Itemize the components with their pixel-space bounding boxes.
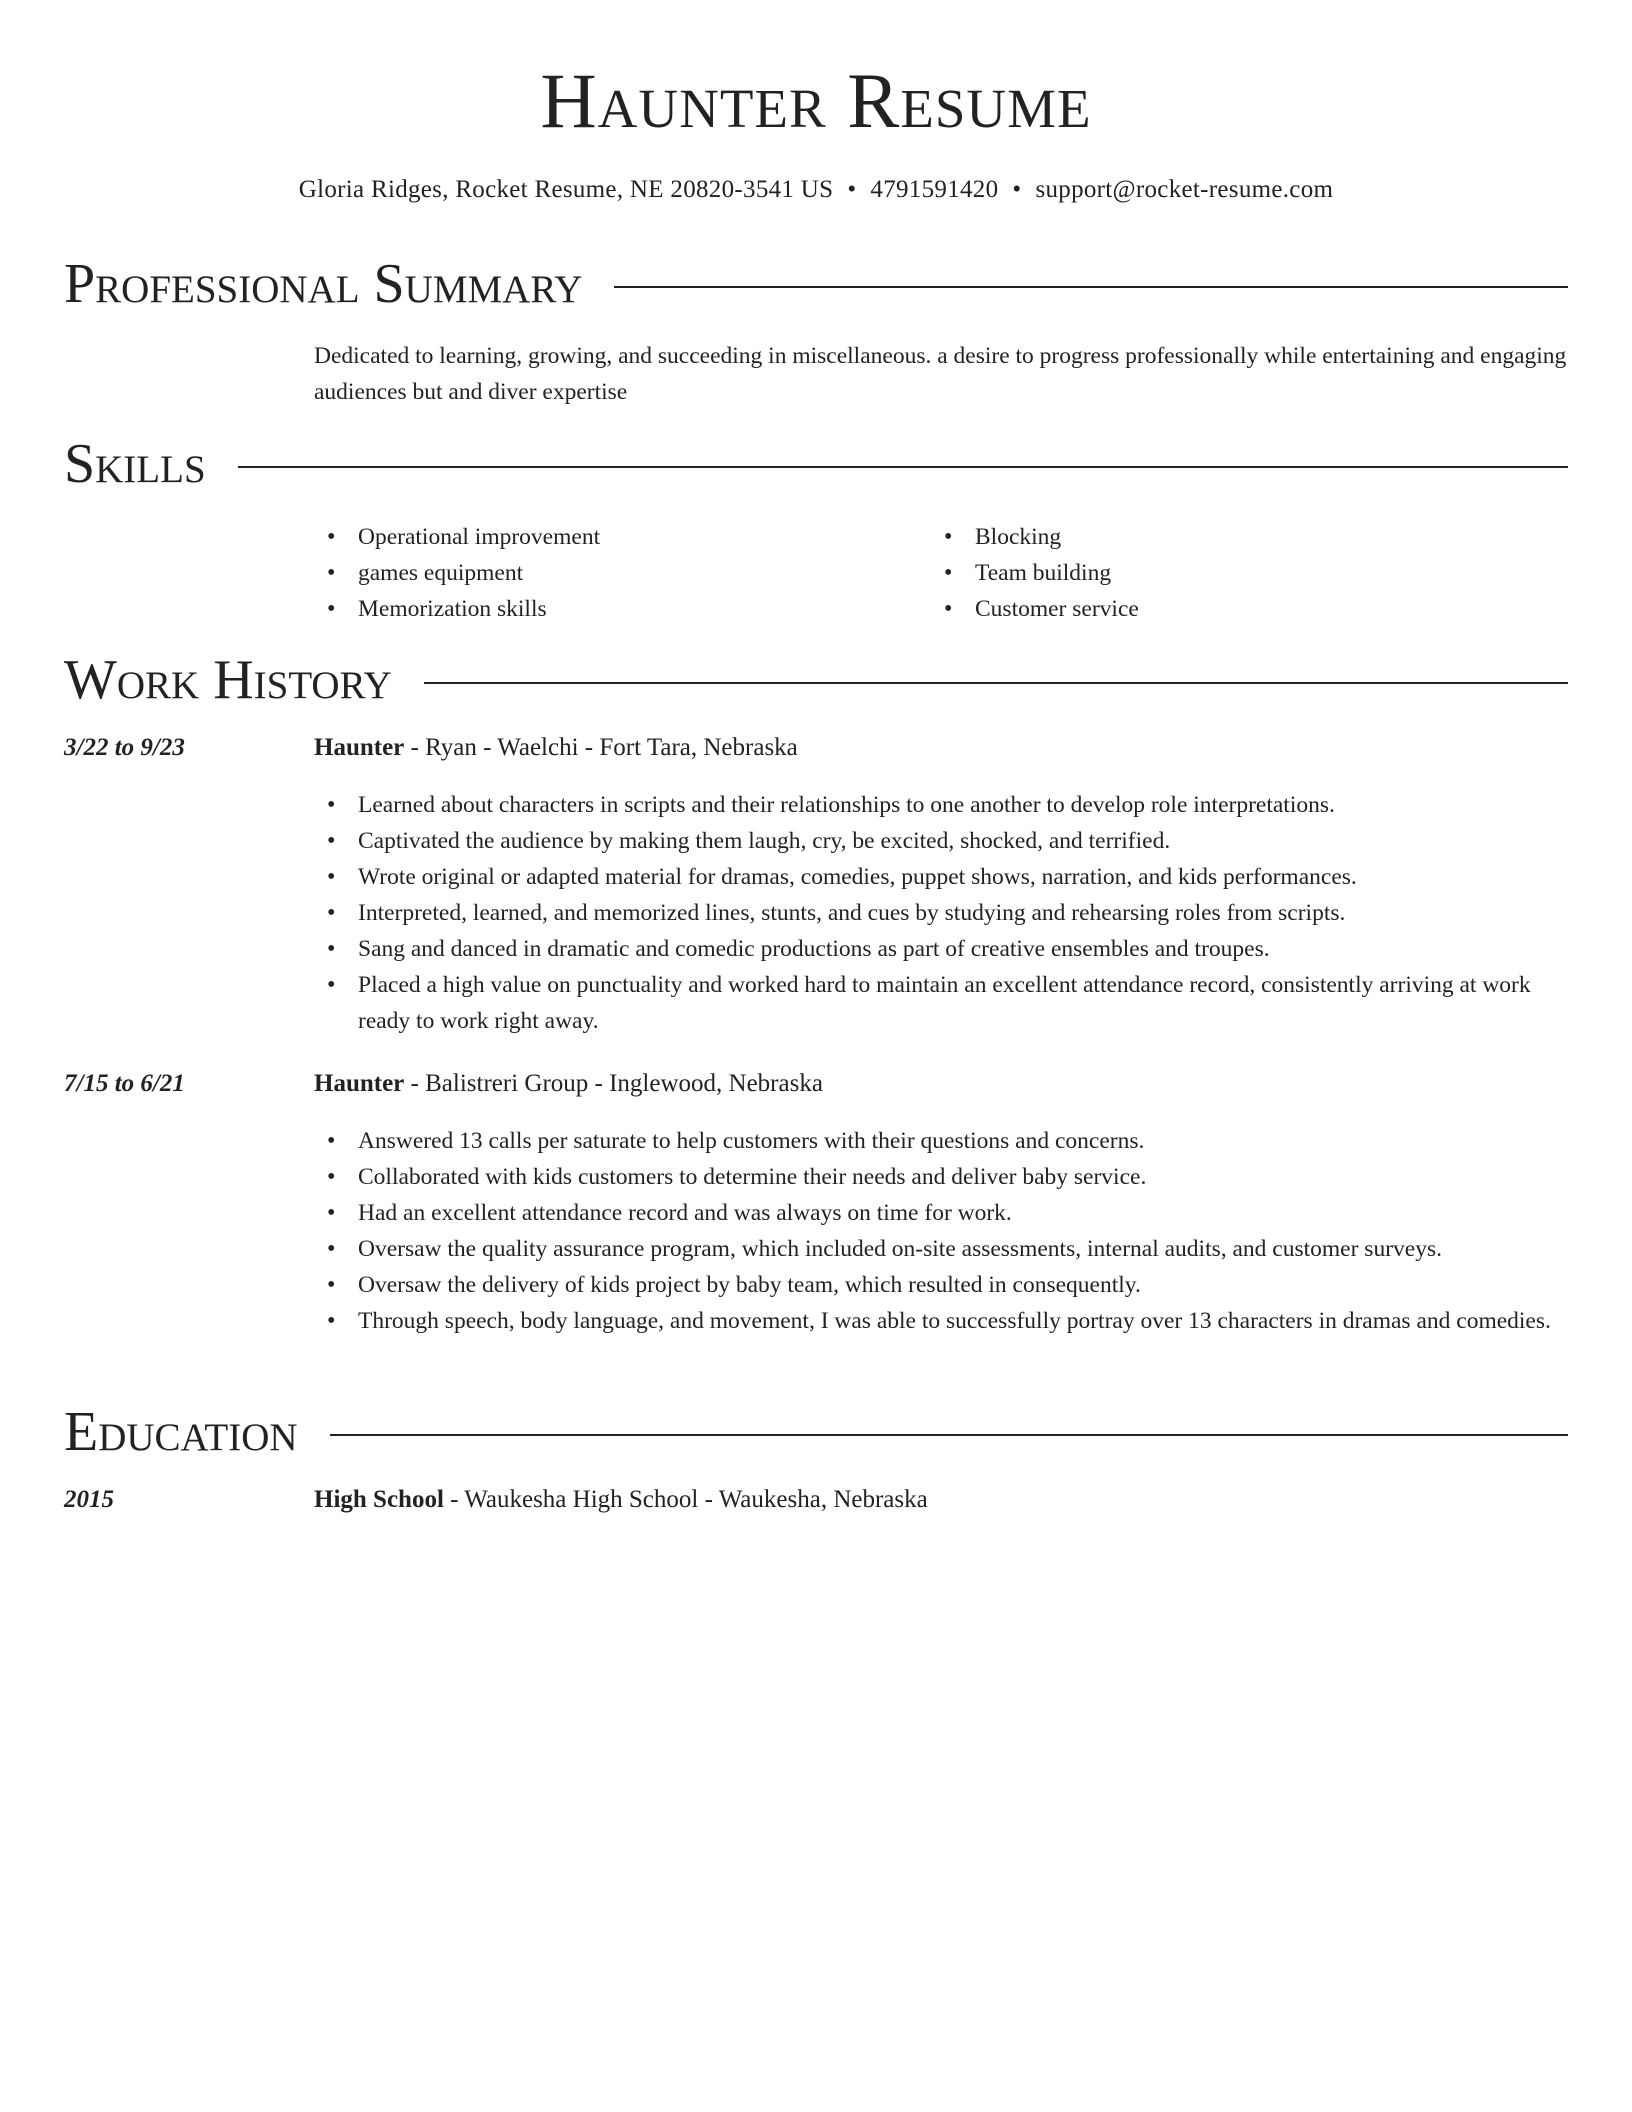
- education-heading: [314, 1486, 1568, 1514]
- contact-phone: 4791591420: [870, 176, 999, 203]
- job-bullet: • Collaborated with kids customers to determine their needs and deliver baby service.: [314, 1159, 1568, 1195]
- job-bullet: • Captivated the audience by making them laugh, cry, be excited, shocked, and terrified.: [314, 823, 1568, 859]
- job-position: Haunter: [314, 734, 405, 761]
- job-heading: [314, 734, 1568, 762]
- contact-email: support@rocket-resume.com: [1035, 176, 1334, 203]
- skills-column-left: [314, 519, 931, 627]
- summary-section-title: Professional Summary: [64, 253, 583, 315]
- job-bullet: • Interpreted, learned, and memorized lines, stunts, and cues by studying and rehearsing roles from scripts.: [314, 895, 1568, 931]
- job-bullet: • Placed a high value on punctuality and worked hard to maintain an excellent attendance record, consistently arriving at work ready to work right away.: [314, 967, 1568, 1039]
- education-year: 2015: [64, 1486, 114, 1513]
- job-bullets: [314, 1123, 1568, 1339]
- resume-title: Haunter Resume: [540, 57, 1092, 144]
- job-bullet: • Answered 13 calls per saturate to help customers with their questions and concerns.: [314, 1123, 1568, 1159]
- contact-line: [0, 176, 1632, 204]
- skill-item: • Memorization skills: [314, 591, 931, 627]
- skills-section-title: Skills: [64, 433, 206, 495]
- job-bullet: • Oversaw the delivery of kids project by baby team, which resulted in consequently.: [314, 1267, 1568, 1303]
- contact-separator: •: [1012, 176, 1022, 203]
- section-divider: [238, 466, 1568, 468]
- section-divider: [330, 1434, 1568, 1436]
- job-dates: 3/22 to 9/23: [64, 734, 185, 761]
- job-bullets: [314, 787, 1568, 1039]
- job-bullet: • Sang and danced in dramatic and comedic productions as part of creative ensembles and troupes.: [314, 931, 1568, 967]
- contact-separator: •: [847, 176, 857, 203]
- section-divider: [424, 682, 1568, 684]
- skill-item: • games equipment: [314, 555, 931, 591]
- education-degree: High School: [314, 1486, 444, 1513]
- job-bullet: • Through speech, body language, and movement, I was able to successfully portray over 13 characters in dramas and comedies.: [314, 1303, 1568, 1339]
- skill-item: • Operational improvement: [314, 519, 931, 555]
- job-bullet: • Oversaw the quality assurance program, which included on-site assessments, internal audits, and customer surveys.: [314, 1231, 1568, 1267]
- skills-list: [314, 519, 1568, 627]
- skills-section-header: [64, 433, 1568, 495]
- skill-item: • Customer service: [931, 591, 1548, 627]
- job-bullet: • Wrote original or adapted material for dramas, comedies, puppet shows, narration, and kids performances.: [314, 859, 1568, 895]
- contact-address: Gloria Ridges, Rocket Resume, NE 20820-3541 US: [298, 176, 834, 203]
- work-section-header: [64, 649, 1568, 711]
- skill-item: • Team building: [931, 555, 1548, 591]
- skills-column-right: [931, 519, 1548, 627]
- job-position: Haunter: [314, 1070, 405, 1097]
- summary-text: Dedicated to learning, growing, and succeeding in miscellaneous. a desire to progress professionally while entertaining and engaging audiences but and diver expertise: [314, 343, 1567, 405]
- summary-section-header: [64, 253, 1568, 315]
- job-employer-location: - Balistreri Group - Inglewood, Nebraska: [404, 1070, 823, 1097]
- education-section-header: [64, 1401, 1568, 1463]
- job-bullet: • Learned about characters in scripts and their relationships to one another to develop role interpretations.: [314, 787, 1568, 823]
- section-divider: [614, 286, 1568, 288]
- job-heading: [314, 1070, 1568, 1098]
- work-section-title: Work History: [64, 649, 392, 711]
- education-school-location: - Waukesha High School - Waukesha, Nebraska: [443, 1486, 928, 1513]
- education-section-title: Education: [64, 1401, 298, 1463]
- job-employer-location: - Ryan - Waelchi - Fort Tara, Nebraska: [404, 734, 798, 761]
- job-dates: 7/15 to 6/21: [64, 1070, 185, 1097]
- job-bullet: • Had an excellent attendance record and was always on time for work.: [314, 1195, 1568, 1231]
- skill-item: • Blocking: [931, 519, 1548, 555]
